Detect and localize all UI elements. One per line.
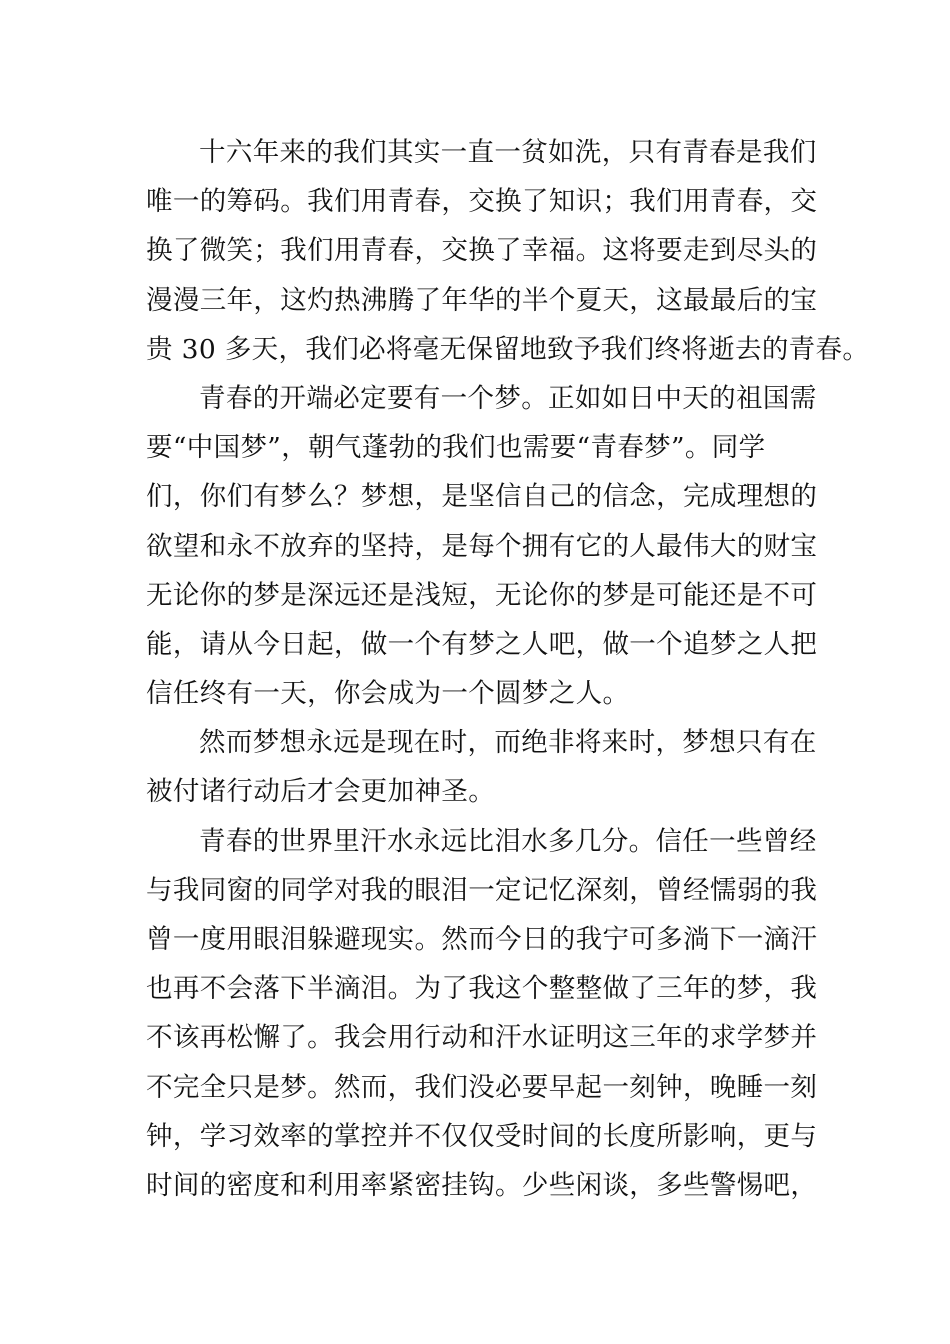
paragraph-line: 与我同窗的同学对我的眼泪一定记忆深刻，曾经懦弱的我 <box>146 874 818 906</box>
paragraph-line: 欲望和永不放弃的坚持，是每个拥有它的人最伟大的财宝 <box>146 530 818 562</box>
paragraph-line: 唯一的筹码。我们用青春，交换了知识；我们用青春，交 <box>146 186 818 218</box>
paragraph-line: 要“中国梦”，朝气蓬勃的我们也需要“青春梦”。同学 <box>146 432 766 464</box>
paragraph-1 <box>146 128 870 374</box>
paragraph-line: 时间的密度和利用率紧密挂钩。少些闲谈，多些警惕吧， <box>146 1169 818 1201</box>
paragraph-3 <box>146 718 817 816</box>
paragraph-2 <box>146 374 818 718</box>
paragraph-line: 曾一度用眼泪躲避现实。然而今日的我宁可多淌下一滴汗 <box>146 924 818 955</box>
paragraph-line: 青春的开端必定要有一个梦。正如如日中天的祖国需 <box>199 382 817 414</box>
paragraph-line: 不该再松懈了。我会用行动和汗水证明这三年的求学梦并 <box>146 1022 818 1054</box>
paragraph-line: 们，你们有梦么？梦想，是坚信自己的信念，完成理想的 <box>146 481 818 513</box>
paragraph-line: 也再不会落下半滴泪。为了我这个整整做了三年的梦，我 <box>146 973 818 1005</box>
paragraph-line: 不完全只是梦。然而，我们没必要早起一刻钟，晚睡一刻 <box>146 1071 818 1103</box>
paragraph-line: 能，请从今日起，做一个有梦之人吧，做一个追梦之人把 <box>146 628 818 660</box>
paragraph-line: 漫漫三年，这灼热沸腾了年华的半个夏天，这最最后的宝 <box>146 284 818 316</box>
paragraph-line: 钟，学习效率的掌控并不仅仅受时间的长度所影响，更与 <box>146 1120 818 1152</box>
paragraph-line: 然而梦想永远是现在时，而绝非将来时，梦想只有在 <box>199 727 817 759</box>
paragraph-line: 信任终有一天，你会成为一个圆梦之人。 <box>146 678 630 710</box>
paragraph-line: 贵 30 多天，我们必将毫无保留地致予我们终将逝去的青春。 <box>146 333 870 365</box>
paragraph-line: 被付诸行动后才会更加神圣。 <box>146 776 496 808</box>
paragraph-line: 换了微笑；我们用青春，交换了幸福。这将要走到尽头的 <box>146 235 818 267</box>
paragraph-line: 青春的世界里汗水永远比泪水多几分。信任一些曾经 <box>199 825 817 857</box>
paragraph-line: 十六年来的我们其实一直一贫如洗，只有青春是我们 <box>199 137 817 168</box>
document-body <box>146 128 870 1210</box>
paragraph-line: 无论你的梦是深远还是浅短，无论你的梦是可能还是不可 <box>146 579 818 611</box>
paragraph-4 <box>146 817 818 1211</box>
